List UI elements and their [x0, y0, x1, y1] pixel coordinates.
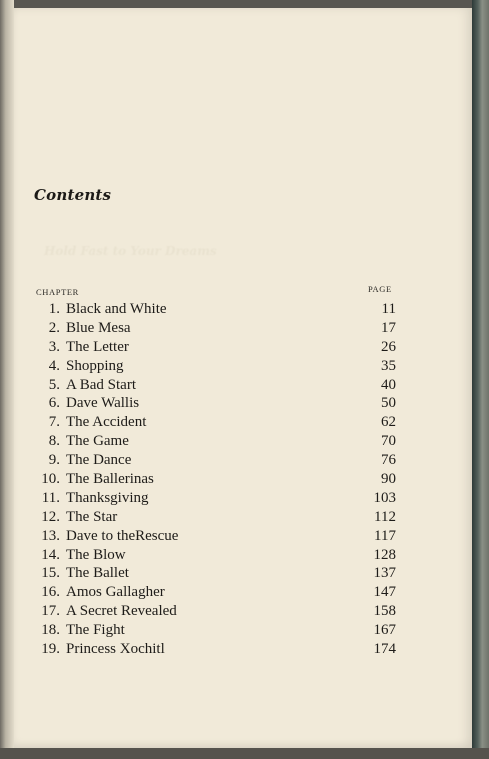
page-column-header: PAGE: [368, 284, 392, 294]
chapter-number: 16.: [41, 584, 60, 601]
chapter-number: 8.: [48, 433, 60, 450]
top-edge: [0, 0, 489, 8]
chapter-title: The Letter: [66, 338, 129, 355]
chapter-title: Thanksgiving: [66, 489, 149, 506]
chapter-title: The Fight: [66, 622, 125, 639]
chapter-page-number: 40: [381, 376, 396, 393]
chapter-title: The Accident: [66, 414, 147, 431]
chapter-page-number: 137: [373, 565, 396, 582]
chapter-number: 1.: [48, 301, 60, 317]
toc-entry: [34, 564, 396, 583]
toc-entry: [34, 489, 396, 508]
toc-entry: [34, 413, 396, 432]
toc-entry: [34, 432, 396, 451]
chapter-page-number: 112: [374, 508, 396, 525]
chapter-page-number: 35: [381, 357, 396, 374]
chapter-number: 13.: [41, 527, 60, 544]
chapter-number: 7.: [48, 414, 60, 431]
toc-entry: [34, 319, 396, 338]
chapter-number: 15.: [41, 565, 60, 582]
chapter-number: 10.: [41, 471, 60, 488]
chapter-number: 18.: [41, 622, 60, 639]
chapter-page-number: 11: [381, 301, 396, 317]
page-title: Contents: [34, 186, 112, 204]
page-gutter: [0, 0, 14, 759]
chapter-number: 9.: [48, 452, 60, 469]
show-through-text: Hold Fast to Your Dreams: [44, 244, 217, 258]
chapter-title: The Ballet: [66, 565, 129, 582]
toc-entry: [34, 640, 396, 659]
chapter-number: 11.: [41, 489, 60, 506]
chapter-page-number: 90: [381, 471, 396, 488]
chapter-page-number: 62: [381, 414, 396, 431]
chapter-title: Black and White: [66, 301, 167, 317]
chapter-page-number: 17: [381, 319, 396, 336]
toc-entry: [34, 357, 396, 376]
chapter-title: Princess Xochitl: [66, 641, 165, 658]
chapter-title: Amos Gallagher: [66, 584, 165, 601]
book-cover-edge: [472, 0, 489, 759]
bottom-edge: [0, 748, 489, 759]
chapter-title: Blue Mesa: [66, 319, 131, 336]
chapter-title: The Blow: [66, 546, 126, 563]
chapter-title: Shopping: [66, 357, 124, 374]
chapter-title: The Game: [66, 433, 129, 450]
chapter-page-number: 174: [373, 641, 396, 658]
chapter-title: The Ballerinas: [66, 471, 154, 488]
chapter-number: 3.: [48, 338, 60, 355]
toc-entry: [34, 583, 396, 602]
chapter-page-number: 103: [373, 489, 396, 506]
toc-entry: [34, 508, 396, 527]
chapter-title: The Dance: [66, 452, 132, 469]
chapter-number: 6.: [48, 395, 60, 412]
chapter-title: Dave to theRescue: [66, 527, 179, 544]
chapter-number: 2.: [48, 319, 60, 336]
toc-entry: [34, 546, 396, 565]
chapter-page-number: 128: [373, 546, 396, 563]
toc-entry: [34, 300, 396, 319]
chapter-page-number: 147: [373, 584, 396, 601]
chapter-number: 17.: [41, 603, 60, 620]
toc-entry: [34, 338, 396, 357]
toc-entry: [34, 394, 396, 413]
toc-entry: [34, 451, 396, 470]
toc-entry: [34, 621, 396, 640]
chapter-page-number: 167: [373, 622, 396, 639]
chapter-page-number: 70: [381, 433, 396, 450]
chapter-title: A Secret Revealed: [66, 603, 177, 620]
toc-entry: [34, 376, 396, 395]
chapter-title: The Star: [66, 508, 118, 525]
chapter-number: 14.: [41, 546, 60, 563]
toc-entry: [34, 527, 396, 546]
toc-entry: [34, 602, 396, 621]
chapter-number: 5.: [48, 376, 60, 393]
chapter-column-header: CHAPTER: [36, 287, 79, 297]
chapter-page-number: 158: [373, 603, 396, 620]
chapter-page-number: 26: [381, 338, 396, 355]
chapter-title: A Bad Start: [66, 376, 136, 393]
chapter-page-number: 76: [381, 452, 396, 469]
chapter-page-number: 117: [374, 527, 396, 544]
table-of-contents: [34, 300, 396, 659]
chapter-number: 19.: [41, 641, 60, 658]
chapter-page-number: 50: [381, 395, 396, 412]
chapter-number: 4.: [48, 357, 60, 374]
chapter-number: 12.: [41, 508, 60, 525]
toc-entry: [34, 470, 396, 489]
chapter-title: Dave Wallis: [66, 395, 140, 412]
